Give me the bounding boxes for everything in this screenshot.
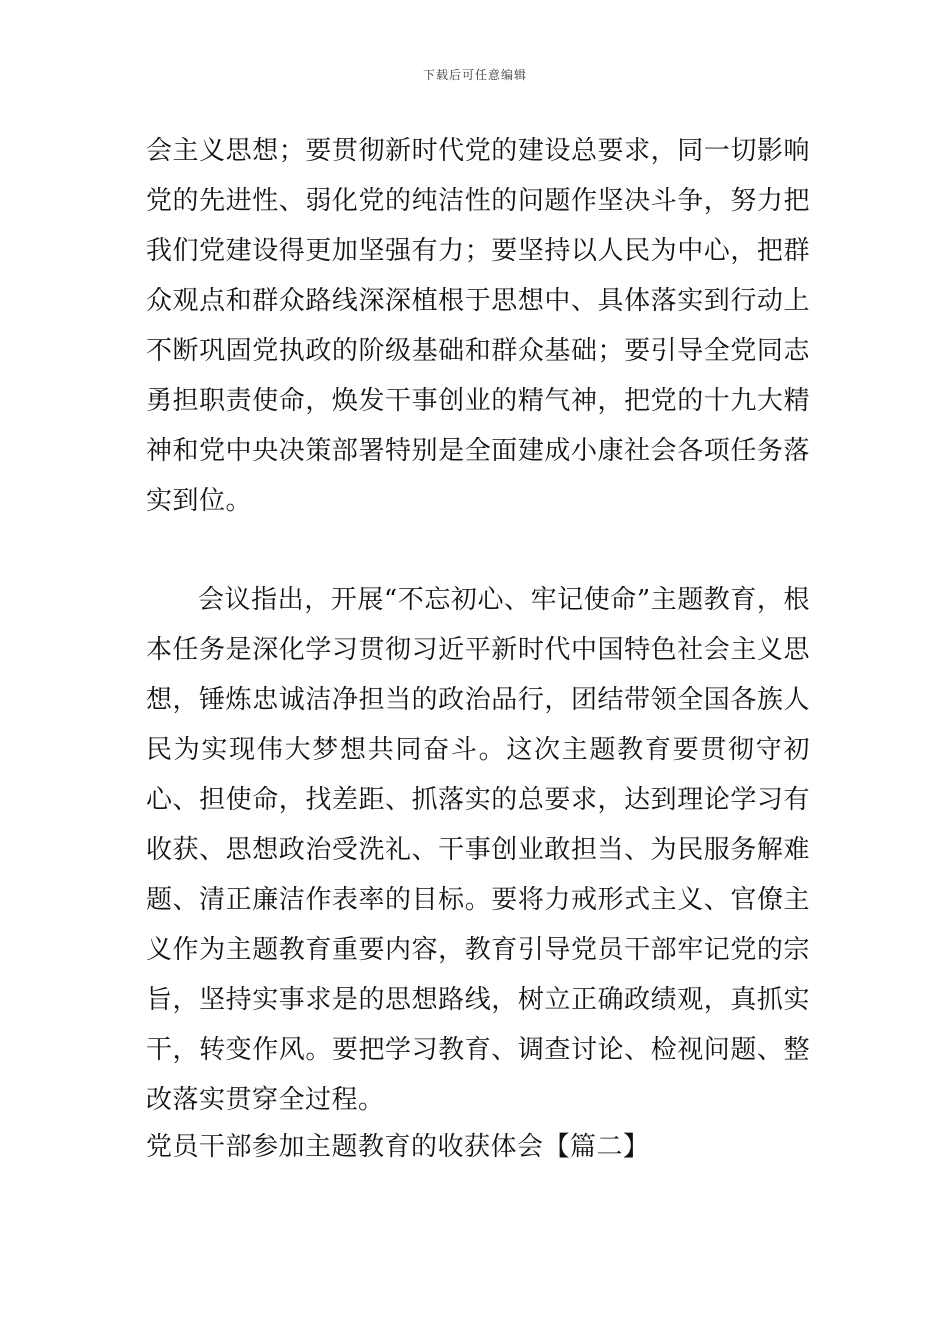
page-header-note: 下载后可任意编辑: [422, 68, 527, 82]
section-heading: 党员干部参加主题教育的收获体会【篇二】: [146, 1132, 650, 1162]
body-paragraph-1: 会主义思想；要贯彻新时代党的建设总要求，同一切影响党的先进性、弱化党的纯洁性的问题作坚决斗争，努力把我们党建设得更加坚强有力；要坚持以人民为中心，把群众观点和群众路线深深植根于思想中、具体落实到行动上不断巩固党执政的阶级基础和群众基础；要引导全党同志勇担职责使命，焕发干事创业的精气神，把党的十九大精神和党中央决策部署特别是全面建成小康社会各项任务落实到位。: [146, 136, 810, 516]
body-paragraph-2: 会议指出，开展“不忘初心、牢记使命”主题教育，根本任务是深化学习贯彻习近平新时代中国特色社会主义思想，锤炼忠诚洁净担当的政治品行，团结带领全国各族人民为实现伟大梦想共同奋斗。这次主题教育要贯彻守初心、担使命，找差距、抓落实的总要求，达到理论学习有收获、思想政治受洗礼、干事创业敢担当、为民服务解难题、清正廉洁作表率的目标。要将力戒形式主义、官僚主义作为主题教育重要内容，教育引导党员干部牢记党的宗旨，坚持实事求是的思想路线，树立正确政绩观，真抓实干，转变作风。要把学习教育、调查讨论、检视问题、整改落实贯穿全过程。: [146, 585, 810, 1115]
